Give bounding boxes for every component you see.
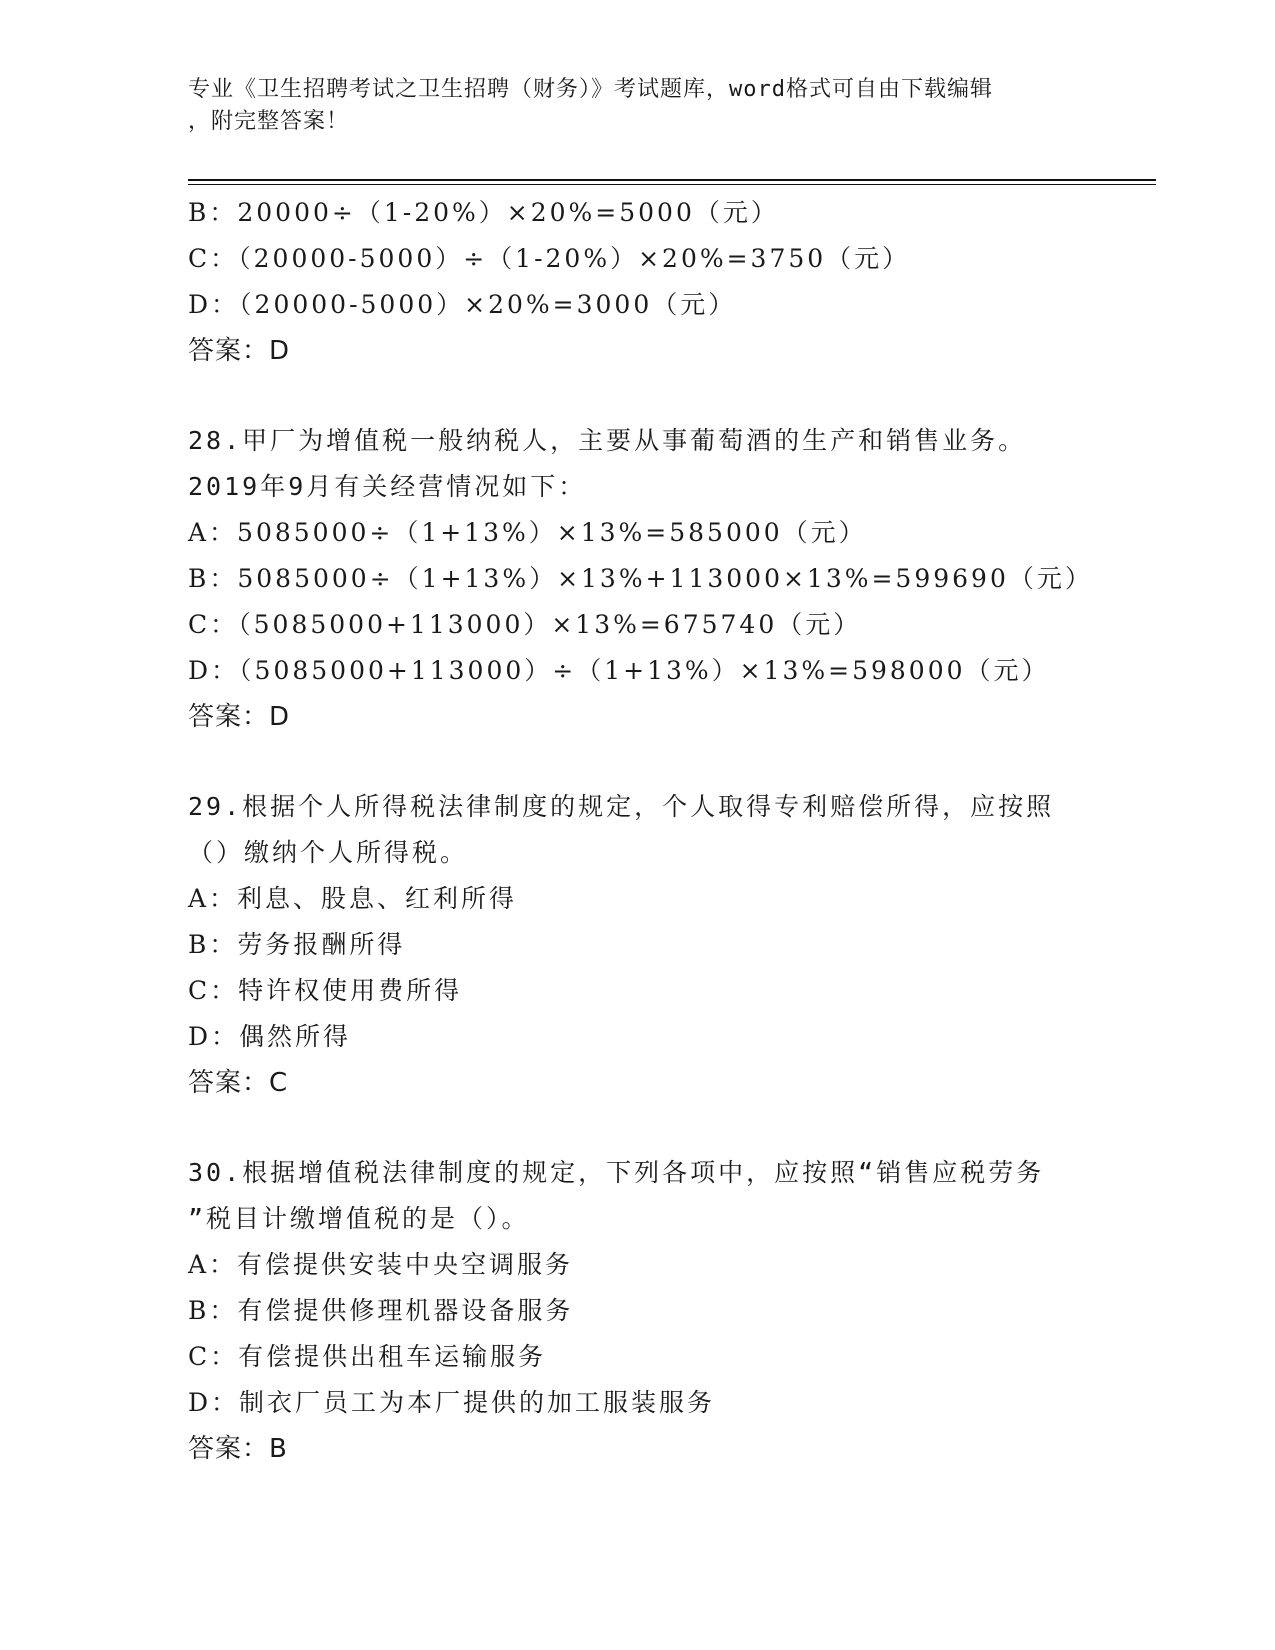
question-stem: ”税目计缴增值税的是（）。 <box>188 1204 530 1233</box>
document-body <box>188 190 1093 1472</box>
option-a: A：有偿提供安装中央空调服务 <box>188 1250 574 1279</box>
question-28 <box>188 418 1093 740</box>
option-b: B：劳务报酬所得 <box>188 930 406 959</box>
option-c: C：特许权使用费所得 <box>188 976 463 1005</box>
spacer <box>188 374 1088 418</box>
option-b: B：5085000÷（1+13%）×13%+113000×13%=599690（元） <box>188 564 1093 593</box>
answer-line: 答案：D <box>188 702 291 732</box>
option-d: D：制衣厂员工为本厂提供的加工服装服务 <box>188 1388 716 1417</box>
spacer <box>188 1106 1088 1150</box>
answer-line: 答案：B <box>188 1434 288 1464</box>
question-29 <box>188 784 1088 1106</box>
option-b: B：有偿提供修理机器设备服务 <box>188 1296 574 1325</box>
option-d: D：偶然所得 <box>188 1022 352 1051</box>
header-line-2: ，附完整答案！ <box>188 109 350 134</box>
answer-line: 答案：C <box>188 1068 289 1098</box>
option-d: D：（5085000+113000）÷（1+13%）×13%=598000（元） <box>188 656 1050 685</box>
previous-question-tail <box>188 190 1088 374</box>
question-stem: （）缴纳个人所得税。 <box>188 838 469 867</box>
option-c: C：（5085000+113000）×13%=675740（元） <box>188 610 862 639</box>
question-stem: 29.根据个人所得税法律制度的规定，个人取得专利赔偿所得，应按照 <box>188 792 1055 821</box>
option-a: A：5085000÷（1+13%）×13%=585000（元） <box>188 518 867 547</box>
question-stem: 2019年9月有关经营情况如下： <box>188 472 587 501</box>
header-rule-thin <box>188 184 1156 185</box>
answer-line: 答案：D <box>188 336 291 366</box>
question-30 <box>188 1150 1088 1472</box>
option-d: D：（20000-5000）×20%=3000（元） <box>188 290 737 319</box>
spacer <box>188 740 1088 784</box>
option-b: B：20000÷（1-20%）×20%=5000（元） <box>188 198 779 227</box>
document-header <box>188 74 1068 138</box>
header-rule-thick <box>188 179 1156 181</box>
question-stem: 30.根据增值税法律制度的规定，下列各项中，应按照“销售应税劳务 <box>188 1158 1045 1187</box>
question-stem: 28.甲厂为增值税一般纳税人，主要从事葡萄酒的生产和销售业务。 <box>188 426 1027 455</box>
header-line-1: 专业《卫生招聘考试之卫生招聘（财务）》考试题库，word格式可自由下载编辑 <box>188 77 993 102</box>
option-a: A：利息、股息、红利所得 <box>188 884 518 913</box>
option-c: C：（20000-5000）÷（1-20%）×20%=3750（元） <box>188 244 911 273</box>
option-c: C：有偿提供出租车运输服务 <box>188 1342 547 1371</box>
